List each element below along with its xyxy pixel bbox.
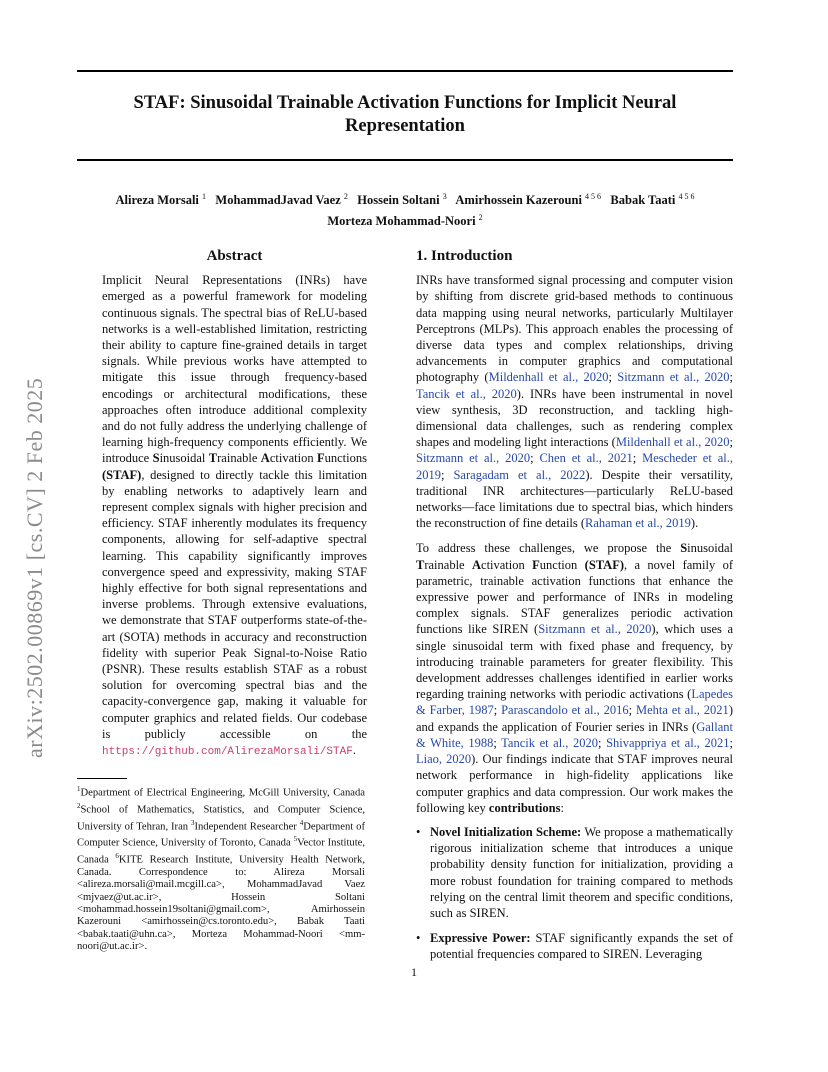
author: Hossein Soltani $^3$ [357,192,447,208]
title-rule-bottom [77,159,733,161]
citation-link[interactable]: Mildenhall et al., 2020 [488,370,609,385]
citation-link[interactable]: Mildenhall et al., 2020 [615,435,730,450]
arxiv-stamp: arXiv:2502.00869v1 [cs.CV] 2 Feb 2025 [22,377,47,758]
author-list [77,188,733,230]
citation-link[interactable]: Lapedes & Farber, 1987 [416,687,733,718]
introduction-column [416,248,733,972]
contribution-item: • Expressive Power: STAF significantly expands the set of potential frequencies compared to SIREN. Leveraging [430,930,733,962]
abstract-text: Implicit Neural Representations (INRs) have emerged as a powerful framework for modeling continuous signals. The spectral bias of ReLU-based networks is a well-established limitation, restricting their ability to capture fine-grained details in target signals. While previous works have attempted to mitigate this issue through frequency-based encodings or architectural modifications, these approaches often introduce additional complexity and do not fully address the underlying challenge of learning high-frequency components efficiently. We introduce Sinusoidal Trainable Activation Functions (STAF), designed to directly tackle this limitation by enabling networks to adaptively learn and represent complex signals with higher precision and efficiency. STAF inherently modulates its frequency components, allowing for self-adaptive spectral learning. This capability significantly improves convergence speed and expressivity, making STAF highly effective for both signal representations and inverse problems. Through extensive evaluations, we demonstrate that STAF outperforms state-of-the-art (SOTA) methods in accuracy and reconstruction fidelity with superior Peak Signal-to-Noise Ratio (PSNR). These results establish STAF as a robust solution for overcoming spectral bias and the capacity-convergence gap, making it valuable for computer graphics and related fields. Our codebase is publicly accessible on the https://github.com/AlirezaMorsali/STAF. [102,273,367,759]
author: Alireza Morsali $^1$ [115,192,207,208]
citation-link[interactable]: Saragadam et al., 2022 [453,467,586,482]
citation-link[interactable]: Sitzmann et al., 2020 [617,370,730,385]
citation-link[interactable]: Liao, 2020 [416,752,472,767]
citation-link[interactable]: Tancik et al., 2020 [501,735,599,750]
intro-paragraph-1: INRs have transformed signal processing and computer vision by shifting from discrete grid-based methods to continuous data mapping using neural networks, particularly Multilayer Perceptrons (MLPs). This approach enables the processing of diverse data types and complex relationships, driving advancements in computer graphics and computational photography (Mildenhall et al., 2020; Sitzmann et al., 2020; Tancik et al., 2020). INRs have been instrumental in novel view synthesis, 3D reconstruction, and tackling high-dimensional data challenges, such as rendering complex shapes and modeling light interactions (Mildenhall et al., 2020; Sitzmann et al., 2020; Chen et al., 2021; Mescheder et al., 2019; Saragadam et al., 2022). Despite their versatility, traditional INR architectures—particularly ReLU-based networks—face limitations due to spectral bias, which hinders the reconstruction of fine details (Rahaman et al., 2019). [416,273,733,531]
footnote-rule [77,778,127,779]
paper-title: STAF: Sinusoidal Trainable Activation Functions for Implicit Neural Representation [133,93,677,136]
citation-link[interactable]: Sitzmann et al., 2020 [416,451,531,466]
author: Amirhossein Kazerouni $^{4 5 6}$ [455,192,602,208]
citation-link[interactable]: Mehta et al., 2021 [635,703,729,718]
citation-link[interactable]: Chen et al., 2021 [539,451,633,466]
author-line-2 [77,209,733,230]
citation-link[interactable]: Mescheder et al., 2019 [416,451,733,482]
title-rule-top [77,70,733,72]
author: Babak Taati $^{4 5 6}$ [610,192,695,208]
abstract-column [102,248,367,760]
codebase-link[interactable]: https://github.com/AlirezaMorsali/STAF [102,746,353,759]
author: Morteza Mohammad-Noori $^2$ [327,213,483,229]
affiliation-footnote: $^1$Department of Electrical Engineering, McGill University, Canada $^2$School of Mathematics, Statistics, and Computer Science, University of Tehran, Iran $^3$Independent Researcher $^4$Department of Computer Science, University of Toronto, Canada $^5$Vector Institute, Canada $^6$KITE Research Institute, University Health Network, Canada. Correspondence to: Alireza Morsali <alireza.morsali@mail.mcgill.ca>, MohammadJavad Vaez <mjvaez@ut.ac.ir>, Hossein Soltani <mohammad.hossein19soltani@gmail.com>, Amirhossein Kazerouni <amirhossein@cs.toronto.edu>, Babak Taati <babak.taati@uhn.ca>, Morteza Mohammad-Noori <mm-noori@ut.ac.ir>. [77,785,366,952]
abstract-heading: Abstract [206,248,263,264]
page-number: 1 [411,965,417,979]
citation-link[interactable]: Sitzmann et al., 2020 [538,622,652,637]
author-line-1 [77,188,733,209]
author: MohammadJavad Vaez $^2$ [215,192,348,208]
citation-link[interactable]: Tancik et al., 2020 [416,386,517,401]
citation-link[interactable]: Gallant & White, 1988 [416,719,733,750]
introduction-heading: 1. Introduction [416,248,513,264]
contribution-item: • Novel Initialization Scheme: We propose a mathematically rigorous initialization scheme that introduces a unique probability density function for initialization, providing a more robust foundation for training compared to methods relying on the central limit theorem and specific conditions, such as SIREN. [430,824,733,921]
citation-link[interactable]: Parascandolo et al., 2016 [501,703,629,718]
intro-paragraph-2: To address these challenges, we propose the Sinusoidal Trainable Activation Function (STAF), a novel family of parametric, trainable activation functions that enhance the expressive power and performance of INRs in modeling complex signals. STAF generalizes periodic activation functions like SIREN (Sitzmann et al., 2020), which uses a single sinusoidal term with fixed phase and frequency, by introducing trainable parameters for greater flexibility. This development addresses challenges identified in earlier works regarding training networks with periodic activations (Lapedes & Farber, 1987; Parascandolo et al., 2016; Mehta et al., 2021) and expands the application of Fourier series in INRs (Gallant & White, 1988; Tancik et al., 2020; Shivappriya et al., 2021; Liao, 2020). Our findings indicate that STAF improves neural network performance in high-fidelity applications like computer graphics and data compression. Our work makes the following key contributions: [416,541,733,815]
contributions-list [416,824,733,963]
citation-link[interactable]: Shivappriya et al., 2021 [606,735,730,750]
citation-link[interactable]: Rahaman et al., 2019 [585,516,691,531]
